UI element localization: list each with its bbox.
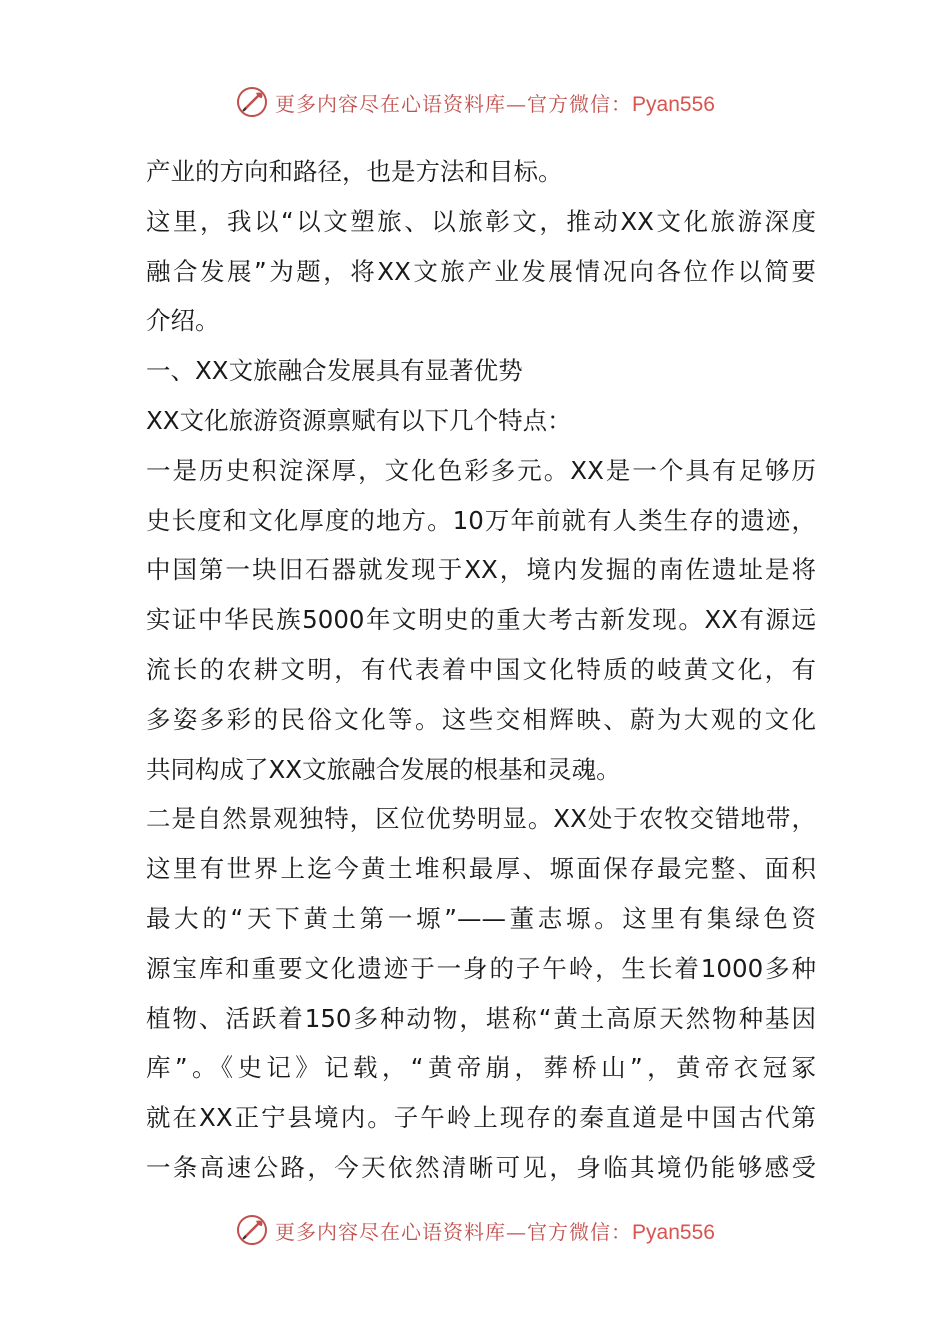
body-text-line: 实证中华民族5000年文明史的重大考古新发现。XX有源远 bbox=[146, 605, 816, 635]
body-text-line: 一是历史积淀深厚，文化色彩多元。XX是一个具有足够历 bbox=[146, 455, 816, 485]
body-text-line: XX文化旅游资源禀赋有以下几个特点： bbox=[146, 405, 572, 435]
body-text-line: 产业的方向和路径，也是方法和目标。 bbox=[146, 157, 563, 186]
body-text-line: 融合发展”为题，将XX文旅产业发展情况向各位作以简要 bbox=[146, 256, 816, 286]
body-text-line: 一、XX文旅融合发展具有显著优势 bbox=[146, 356, 523, 386]
quill-logo-icon bbox=[235, 1213, 269, 1247]
header-banner-text: 更多内容尽在心语资料库—官方微信：Pyan556 bbox=[275, 91, 715, 116]
body-text-line: 多姿多彩的民俗文化等。这些交相辉映、蔚为大观的文化 bbox=[146, 704, 816, 734]
body-text-line: 就在XX正宁县境内。子午岭上现存的秦直道是中国古代第 bbox=[146, 1103, 816, 1133]
body-text-line: 植物、活跃着150多种动物，堪称“黄土高原天然物种基因 bbox=[146, 1003, 816, 1033]
body-text-line: 这里有世界上迄今黄土堆积最厚、塬面保存最完整、面积 bbox=[146, 854, 816, 884]
header-watermark-banner bbox=[0, 82, 950, 122]
body-text-line: 史长度和文化厚度的地方。10万年前就有人类生存的遗迹， bbox=[146, 505, 816, 535]
quill-logo-icon bbox=[235, 85, 269, 119]
header-banner-handle: Pyan556 bbox=[632, 92, 715, 116]
body-text-line: 源宝库和重要文化遗迹于一身的子午岭，生长着1000多种 bbox=[146, 953, 816, 983]
body-text-line: 库”。《史记》记载，“黄帝崩，葬桥山”，黄帝衣冠冢 bbox=[146, 1053, 816, 1083]
body-text-line: 介绍。 bbox=[146, 306, 220, 336]
body-text-line: 共同构成了XX文旅融合发展的根基和灵魂。 bbox=[146, 754, 621, 784]
body-text-line: 中国第一块旧石器就发现于XX，境内发掘的南佐遗址是将 bbox=[146, 555, 816, 585]
footer-watermark-banner bbox=[0, 1210, 950, 1250]
body-text-line: 这里，我以“以文塑旅、以旅彰文，推动XX文化旅游深度 bbox=[146, 206, 816, 236]
body-text-line: 二是自然景观独特，区位优势明显。XX处于农牧交错地带， bbox=[146, 804, 816, 834]
document-body bbox=[146, 147, 816, 1193]
body-text-line: 一条高速公路，今天依然清晰可见，身临其境仍能够感受 bbox=[146, 1152, 816, 1182]
body-text-line: 流长的农耕文明，有代表着中国文化特质的岐黄文化，有 bbox=[146, 654, 816, 684]
footer-banner-text: 更多内容尽在心语资料库—官方微信：Pyan556 bbox=[275, 1219, 715, 1244]
footer-banner-handle: Pyan556 bbox=[632, 1220, 715, 1244]
body-text-line: 最大的“天下黄土第一塬”——董志塬。这里有集绿色资 bbox=[146, 903, 816, 933]
